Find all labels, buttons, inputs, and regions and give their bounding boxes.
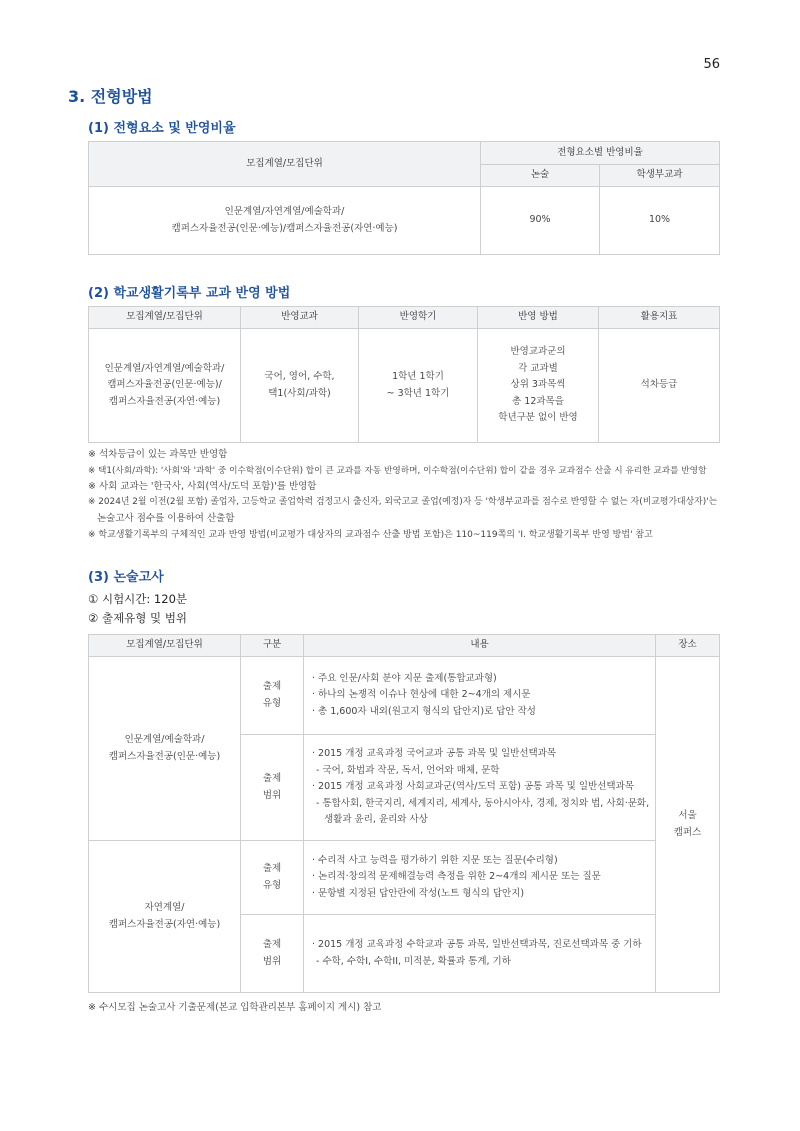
unit-line: 캠퍼스자율전공(인문·예능)/ [107, 379, 222, 391]
exam-scope-heading: ② 출제유형 및 범위 [88, 611, 188, 625]
header-record: 학생부교과 [600, 165, 720, 187]
scope-content [304, 915, 656, 993]
subsection-title-ratio: (1) 전형요소 및 반영비율 [88, 121, 236, 136]
unit-cell [89, 329, 241, 443]
label-line: 유형 [262, 879, 282, 891]
header-essay: 논술 [481, 165, 600, 187]
record-notes [88, 447, 728, 543]
note: ※ 사회 교과는 '한국사, 사회(역사/도덕 포함)'를 반영함 [88, 480, 317, 492]
record-value: 10% [600, 187, 720, 255]
method-line: 반영교과군의 [510, 345, 566, 357]
header-index: 활용지표 [599, 307, 720, 329]
unit-cell-science [89, 841, 241, 993]
semester-cell [359, 329, 478, 443]
section-title: 3. 전형방법 [68, 87, 153, 106]
note: ※ 2024년 2월 이전(2월 포함) 졸업자, 고등학교 졸업학력 검정고시 출신자, 외국고교 졸업(예정)자 등 '학생부교과를 점수로 반영할 수 없는 자(비교평가대상자)'는 [88, 497, 718, 508]
content-line: 생활과 윤리, 윤리와 사상 [324, 814, 428, 826]
unit-line: 자연계열/ [144, 901, 185, 913]
semester-line: ~ 3학년 1학기 [386, 387, 450, 399]
label-line: 출제 [262, 772, 282, 784]
header-place: 장소 [656, 635, 720, 657]
method-line: 상위 3과목씩 [510, 379, 566, 391]
unit-cell-humanities [89, 657, 241, 841]
type-content [304, 841, 656, 915]
header-unit: 모집계열/모집단위 [89, 635, 241, 657]
header-unit: 모집계열/모집단위 [89, 307, 241, 329]
label-line: 출제 [262, 862, 282, 874]
unit-line: 캠퍼스자율전공(자연·예능) [108, 395, 221, 407]
unit-line: 캠퍼스자율전공(자연·예능) [108, 918, 221, 930]
method-line: 각 교과별 [518, 362, 558, 374]
content-line: · 주요 인문/사회 분야 지문 출제(통합교과형) [312, 672, 497, 684]
unit-line: 캠퍼스자율전공(인문·예능)/캠퍼스자율전공(자연·예능) [171, 222, 398, 234]
label-line: 유형 [262, 697, 282, 709]
content-line: · 총 1,600자 내외(원고지 형식의 답안지)로 답안 작성 [312, 705, 536, 717]
label-line: 출제 [262, 938, 282, 950]
label-line: 범위 [262, 955, 282, 967]
subject-line: 택1(사회/과학) [268, 387, 331, 399]
place-line: 캠퍼스 [673, 826, 702, 838]
header-unit: 모집계열/모집단위 [89, 142, 481, 187]
type-label [241, 841, 304, 915]
essay-note: ※ 수시모집 논술고사 기출문제(본교 입학관리본부 홈페이지 게시) 참고 [88, 1002, 382, 1013]
subsection-title-essay: (3) 논술고사 [88, 570, 164, 585]
header-semester: 반영학기 [359, 307, 478, 329]
essay-table [88, 634, 720, 993]
note: ※ 석차등급이 있는 과목만 반영함 [88, 449, 228, 460]
unit-line: 인문계열/자연계열/예술학과/ [224, 205, 345, 217]
label-line: 범위 [262, 789, 282, 801]
method-line: 학년구분 없이 반영 [498, 412, 578, 424]
semester-line: 1학년 1학기 [392, 370, 444, 382]
content-line: · 2015 개정 교육과정 국어교과 공통 과목 및 일반선택과목 [312, 747, 557, 759]
content-line: · 2015 개정 교육과정 수학교과 공통 과목, 일반선택과목, 진로선택과목 중 기하 [312, 938, 642, 950]
content-line: - 수학, 수학I, 수학II, 미적분, 확률과 통계, 기하 [316, 955, 511, 967]
method-line: 총 12과목을 [512, 395, 564, 407]
record-method-table [88, 306, 720, 443]
unit-cell [89, 187, 481, 255]
content-line: - 통합사회, 한국지리, 세계지리, 세계사, 동아시아사, 경제, 정치와 법, 사회·문화, [316, 797, 650, 809]
content-line: · 논리적·창의적 문제해결능력 측정을 위한 2~4개의 제시문 또는 질문 [312, 871, 601, 883]
subsection-title-record: (2) 학교생활기록부 교과 반영 방법 [88, 286, 291, 301]
note: ※ 학교생활기록부의 구체적인 교과 반영 방법(비교평가 대상자의 교과점수 산출 방법 포함)은 110~119쪽의 'I. 학교생활기록부 반영 방법' 참고 [88, 529, 653, 540]
subject-line: 국어, 영어, 수학, [264, 370, 335, 382]
header-method: 반영 방법 [478, 307, 599, 329]
header-category: 구분 [241, 635, 304, 657]
index-cell: 석차등급 [599, 329, 720, 443]
scope-label [241, 915, 304, 993]
header-ratio: 전형요소별 반영비율 [481, 142, 720, 165]
content-line: - 국어, 화법과 작문, 독서, 언어와 매체, 문학 [316, 764, 500, 776]
unit-line: 인문계열/예술학과/ [124, 733, 205, 745]
subject-cell [241, 329, 359, 443]
place-line: 서울 [678, 809, 697, 821]
content-line: · 수리적 사고 능력을 평가하기 위한 지문 또는 질문(수리형) [312, 854, 558, 866]
page-number: 56 [703, 57, 720, 72]
scope-label [241, 735, 304, 841]
unit-line: 캠퍼스자율전공(인문·예능) [108, 750, 221, 762]
note-continuation: 논술고사 점수를 이용하여 산출함 [97, 513, 235, 525]
type-content [304, 657, 656, 735]
exam-time: ① 시험시간: 120분 [88, 592, 187, 606]
content-line: · 문항별 지정된 답안란에 작성(노트 형식의 답안지) [312, 887, 525, 899]
header-content: 내용 [304, 635, 656, 657]
header-subject: 반영교과 [241, 307, 359, 329]
content-line: · 하나의 논쟁적 이슈나 현상에 대한 2~4개의 제시문 [312, 689, 531, 701]
content-line: · 2015 개정 교육과정 사회교과군(역사/도덕 포함) 공통 과목 및 일반선택과목 [312, 781, 634, 793]
type-label [241, 657, 304, 735]
note: ※ 택1(사회/과학): '사회'와 '과학' 중 이수학점(이수단위) 합이 큰 교과를 자동 반영하며, 이수학점(이수단위) 합이 같을 경우 교과점수 산출 시 유리한 교과를 반영함 [88, 465, 707, 476]
scope-content [304, 735, 656, 841]
ratio-table [88, 141, 720, 255]
essay-value: 90% [481, 187, 600, 255]
label-line: 출제 [262, 680, 282, 692]
method-cell [478, 329, 599, 443]
place-cell [656, 657, 720, 993]
unit-line: 인문계열/자연계열/예술학과/ [104, 362, 225, 374]
